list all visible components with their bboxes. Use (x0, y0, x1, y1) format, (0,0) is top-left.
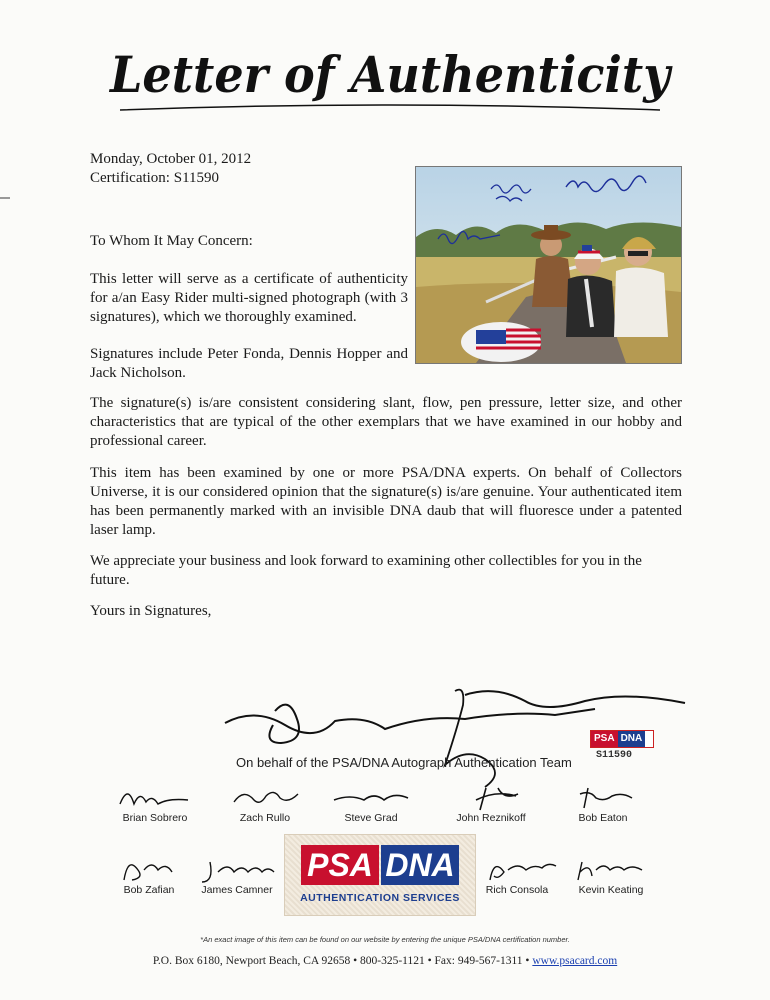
sticker-logo (590, 730, 654, 748)
logo-dna: DNA (381, 845, 459, 885)
authenticator-name: Brian Sobrero (122, 812, 188, 824)
logo-subtitle: AUTHENTICATION SERVICES (300, 892, 460, 904)
sticker-dna: DNA (618, 731, 646, 747)
authenticator (316, 784, 426, 824)
authenticator-signature (446, 784, 536, 812)
paragraph-opinion: This item has been examined by one or more PSA/DNA experts. On behalf of Collectors Universe, it is our considered opinion that the signature(s) is/are genuine. Your authenticated item has been permanently marked with an invisible DNA daub that will fluoresce under a patented laser lamp. (90, 465, 682, 538)
authenticator-signature (104, 856, 194, 884)
authenticator-signature (110, 784, 200, 812)
page-title (90, 30, 690, 120)
edge-mark (0, 197, 10, 199)
footer-address: P.O. Box 6180, Newport Beach, CA 92658 • 800-325-1121 • Fax: 949-567-1311 • (152, 955, 530, 967)
authenticator-name: James Camner (201, 884, 273, 896)
authenticator-name: Kevin Keating (578, 884, 644, 896)
authenticator-name: Steve Grad (344, 812, 398, 824)
signed-photograph (415, 166, 682, 364)
authenticator-signature (566, 856, 656, 884)
logo-psa: PSA (301, 845, 379, 885)
authenticator-name: John Reznikoff (456, 812, 526, 824)
closing: Yours in Signatures, (90, 603, 212, 619)
paragraph-certificate: This letter will serve as a certificate of authenticity for a/an Easy Rider multi-signed photograph (with 3 signatures), which we thoroughly examined. (90, 271, 408, 325)
greeting: To Whom It May Concern: (90, 233, 253, 249)
footer (0, 955, 770, 967)
authenticator (182, 856, 292, 896)
psa-dna-logo (284, 834, 476, 916)
behalf-team-text: On behalf of the PSA/DNA Autograph Authentication Team (236, 755, 572, 770)
certification-sticker (590, 730, 652, 768)
sticker-psa: PSA (591, 731, 618, 747)
authenticator-name: Zach Rullo (239, 812, 291, 824)
disclaimer: *An exact image of this item can be found on our website by entering the unique PSA/DNA certification number. (200, 935, 570, 944)
authenticator-signature (558, 784, 648, 812)
sticker-number: S11590 (596, 750, 633, 761)
svg-text:Letter of Authenticity: Letter of Authenticity (108, 45, 673, 104)
certification-number: Certification: S11590 (90, 170, 220, 186)
authenticator (556, 856, 666, 896)
authenticator-name: Bob Zafian (123, 884, 175, 896)
authenticator-signature (192, 856, 282, 884)
letter-date: Monday, October 01, 2012 (90, 151, 252, 167)
paragraph-signatures: Signatures include Peter Fonda, Dennis Hopper and Jack Nicholson. (90, 346, 408, 381)
authenticator (210, 784, 320, 824)
website-link[interactable]: www.psacard.com (532, 955, 618, 967)
authenticator-signature (220, 784, 310, 812)
letter-meta (90, 150, 251, 188)
authenticator-signature (326, 784, 416, 812)
paragraph-examination: The signature(s) is/are consistent considering slant, flow, pen pressure, letter size, and other characteristics that are typical of the other exemplars that we have examined in our hobby and professional career. (90, 395, 682, 449)
authenticator (100, 784, 210, 824)
authenticator (436, 784, 546, 824)
authenticator (548, 784, 658, 824)
paragraph-appreciation: We appreciate your business and look forward to examining other collectibles for you in the future. (90, 553, 642, 588)
authenticator-name: Bob Eaton (578, 812, 628, 824)
authenticator-name: Rich Consola (485, 884, 549, 896)
authenticator-signature (472, 856, 562, 884)
